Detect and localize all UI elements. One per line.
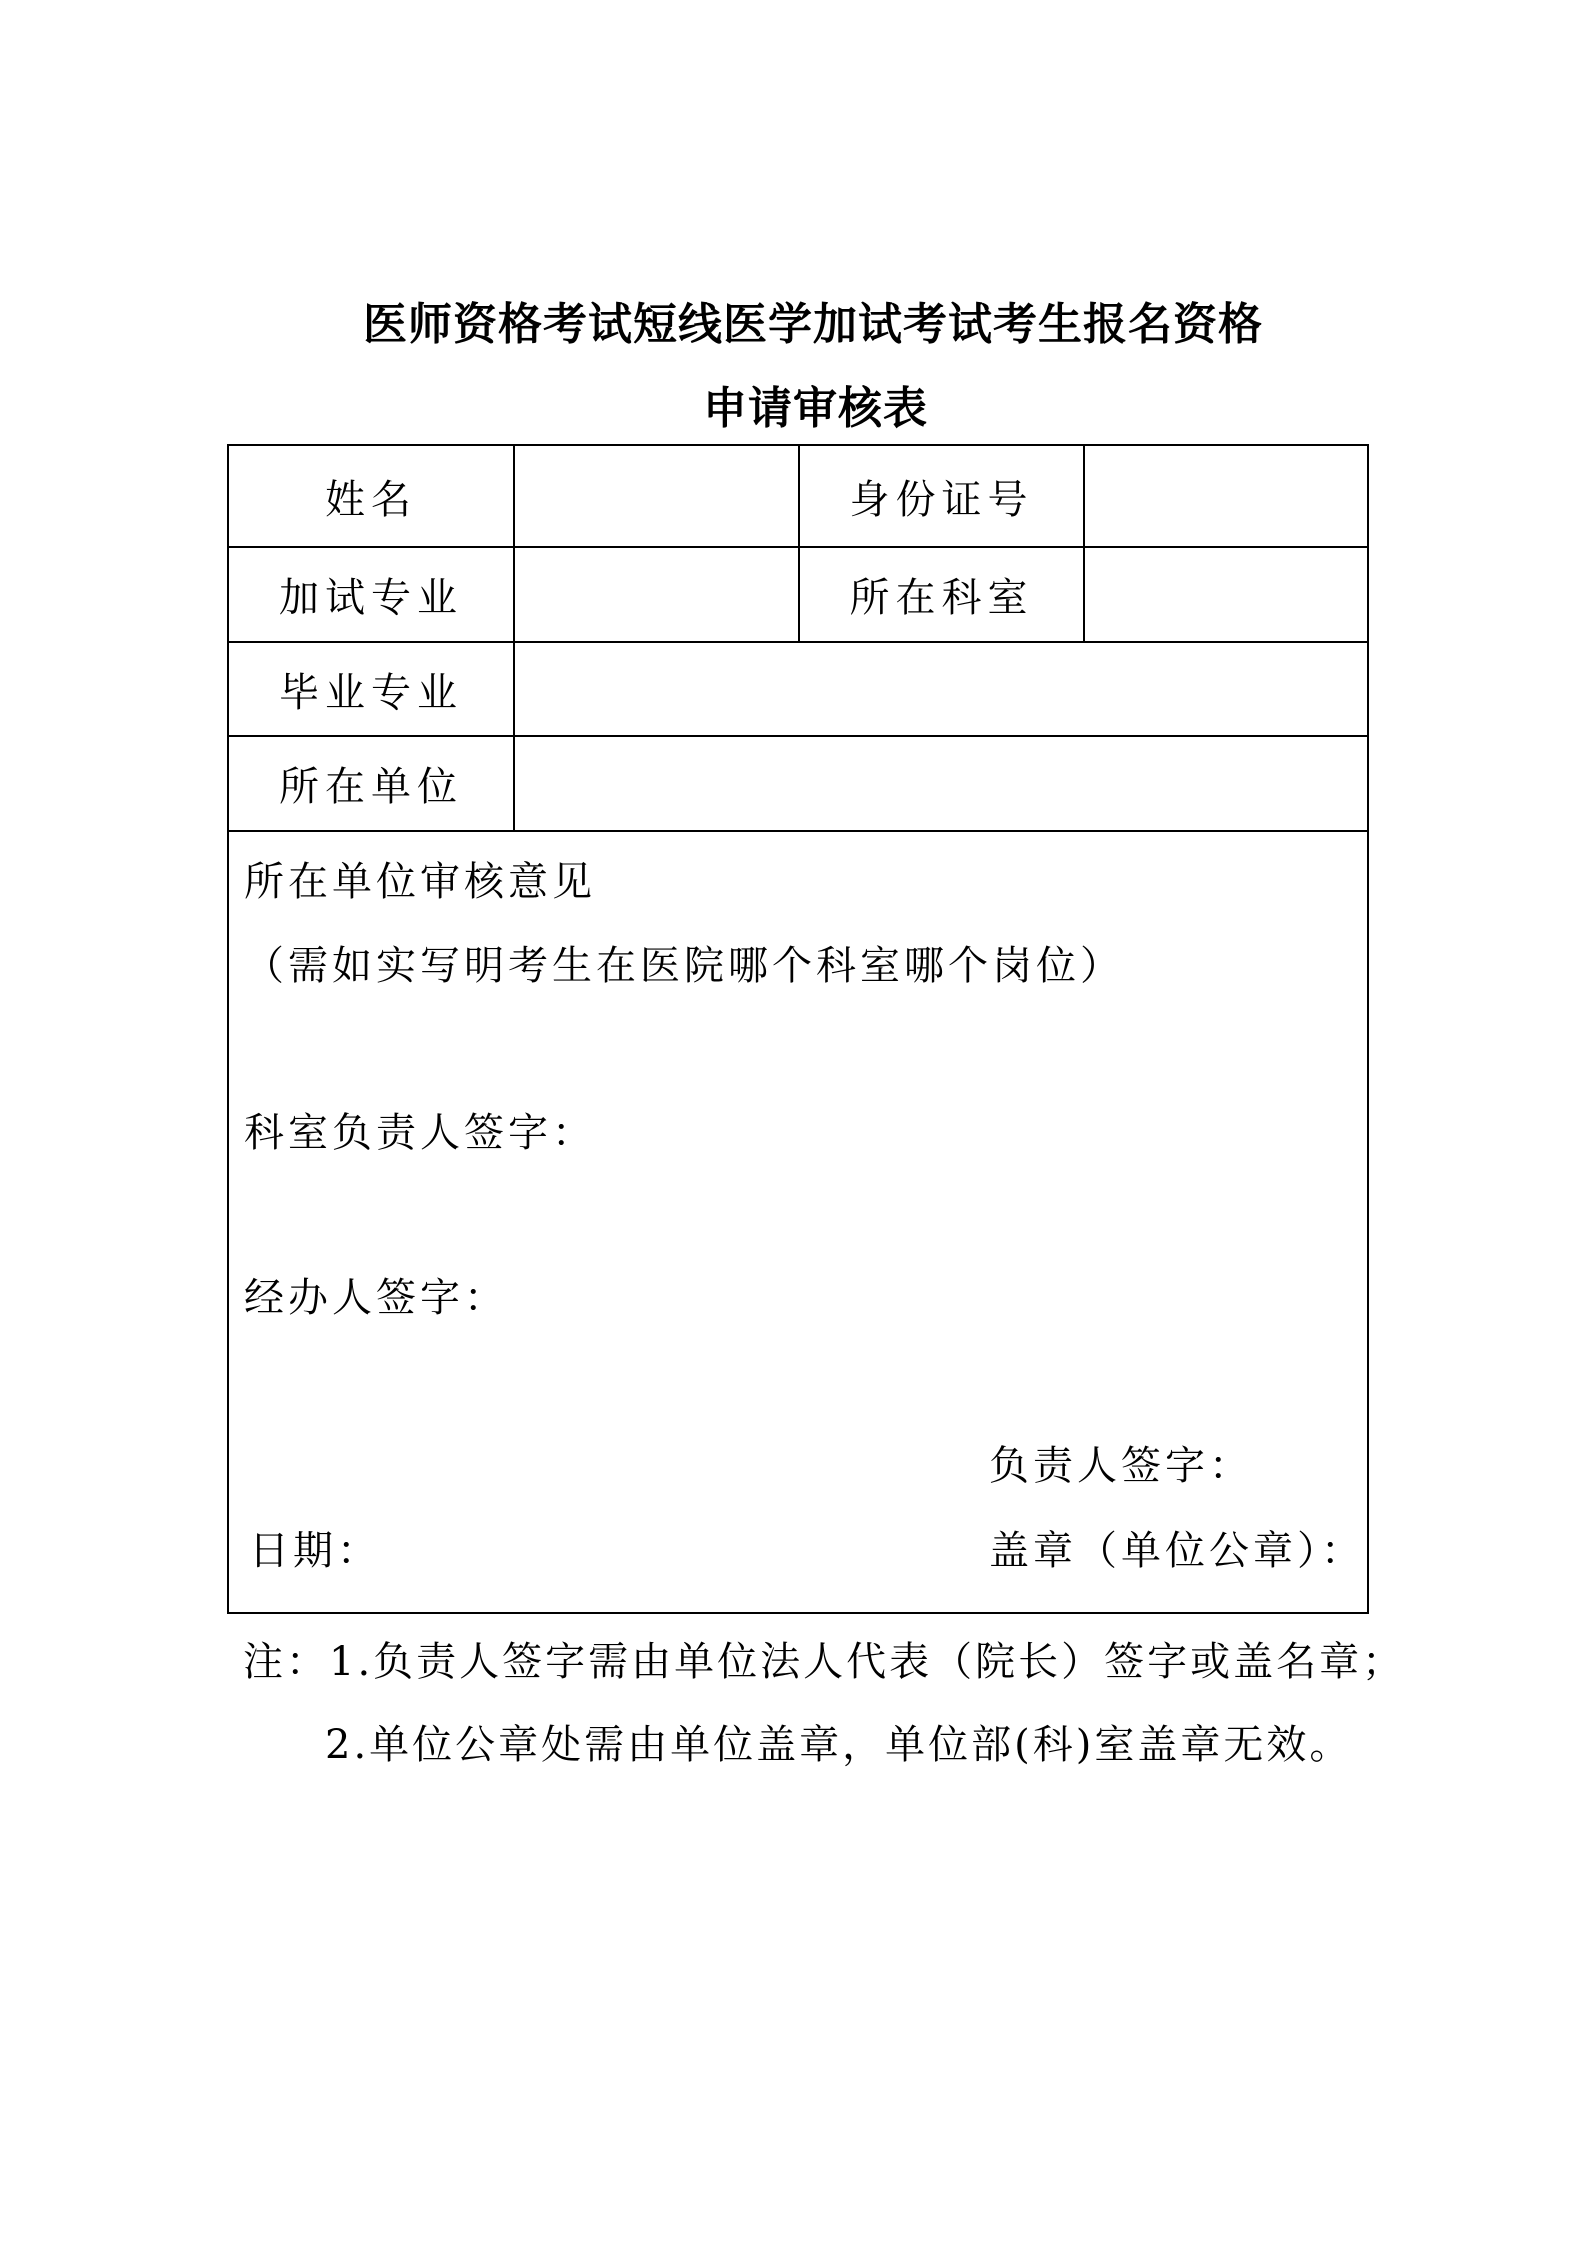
graduate-major-field[interactable] (515, 643, 1367, 735)
id-number-field[interactable] (1085, 446, 1367, 546)
document-title-line-1: 医师资格考试短线医学加试考试考生报名资格 (363, 299, 1263, 350)
date-label: 日期： (249, 1528, 381, 1574)
work-unit-label: 所在单位 (279, 764, 463, 810)
dept-head-signature-label: 科室负责人签字： (244, 1110, 596, 1156)
work-unit-field[interactable] (515, 737, 1367, 830)
review-heading: 所在单位审核意见 (244, 859, 596, 905)
row-divider (229, 830, 1367, 832)
id-number-label: 身份证号 (849, 476, 1034, 523)
review-note: （需如实写明考生在医院哪个科室哪个岗位） (244, 943, 1124, 989)
leader-signature-label: 负责人签字： (989, 1443, 1253, 1489)
department-label: 所在科室 (849, 575, 1034, 621)
name-label: 姓名 (325, 476, 417, 523)
footnote-line-1: 注：1.负责人签字需由单位法人代表（院长）签字或盖名章； (243, 1639, 1406, 1685)
graduate-major-label: 毕业专业 (279, 669, 463, 716)
footnote-line-2: 2.单位公章处需由单位盖章，单位部(科)室盖章无效。 (325, 1722, 1353, 1768)
exam-specialty-label: 加试专业 (279, 575, 463, 621)
official-seal-label: 盖章（单位公章）： (989, 1528, 1365, 1574)
document-title-line-2: 申请审核表 (703, 383, 928, 434)
handler-signature-label: 经办人签字： (244, 1275, 508, 1321)
exam-specialty-field[interactable] (515, 548, 798, 641)
department-field[interactable] (1085, 548, 1367, 641)
name-field[interactable] (515, 446, 798, 546)
application-form-table (227, 444, 1369, 1614)
